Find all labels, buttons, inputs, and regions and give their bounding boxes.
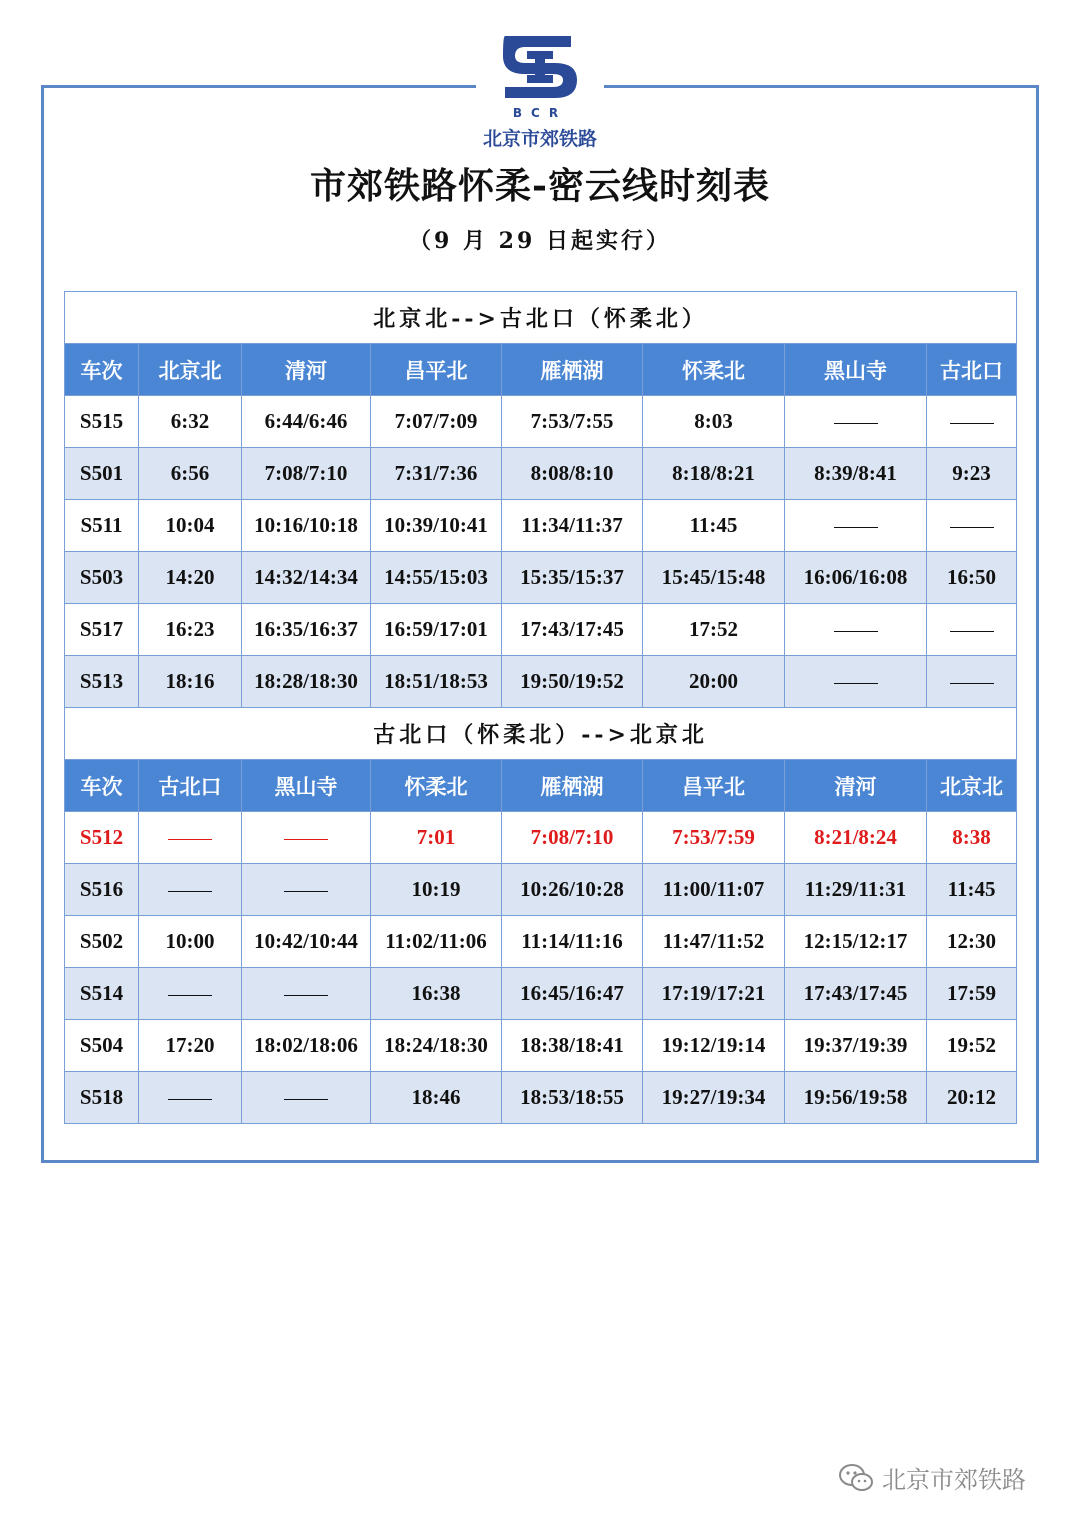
time-cell: 7:53/7:59 bbox=[643, 812, 785, 864]
table-row bbox=[65, 448, 1017, 500]
time-cell: 19:56/19:58 bbox=[785, 1072, 927, 1124]
time-cell: 7:08/7:10 bbox=[242, 448, 371, 500]
no-stop-cell bbox=[242, 968, 371, 1020]
column-header: 雁栖湖 bbox=[502, 760, 643, 812]
table-row bbox=[65, 864, 1017, 916]
time-cell: 11:02/11:06 bbox=[371, 916, 502, 968]
time-cell: 18:53/18:55 bbox=[502, 1072, 643, 1124]
time-cell: 11:47/11:52 bbox=[643, 916, 785, 968]
no-stop-cell bbox=[927, 396, 1017, 448]
no-stop-dash bbox=[950, 423, 994, 424]
no-stop-dash bbox=[834, 683, 878, 684]
inbound-section-heading: 古北口（怀柔北）-->北京北 bbox=[65, 708, 1017, 760]
time-cell: 16:45/16:47 bbox=[502, 968, 643, 1020]
time-cell: 15:35/15:37 bbox=[502, 552, 643, 604]
train-number: S503 bbox=[65, 552, 139, 604]
time-cell: 10:04 bbox=[139, 500, 242, 552]
column-header: 古北口 bbox=[927, 344, 1017, 396]
time-cell: 17:43/17:45 bbox=[502, 604, 643, 656]
no-stop-cell bbox=[785, 656, 927, 708]
time-cell: 19:37/19:39 bbox=[785, 1020, 927, 1072]
time-cell: 16:06/16:08 bbox=[785, 552, 927, 604]
inbound-column-header-row bbox=[65, 760, 1017, 812]
timetable bbox=[64, 291, 1017, 1124]
time-cell: 12:30 bbox=[927, 916, 1017, 968]
column-header: 车次 bbox=[65, 344, 139, 396]
time-cell: 19:12/19:14 bbox=[643, 1020, 785, 1072]
time-cell: 17:52 bbox=[643, 604, 785, 656]
logo-abbr: BCR bbox=[512, 106, 568, 120]
no-stop-cell bbox=[139, 812, 242, 864]
no-stop-dash bbox=[834, 631, 878, 632]
time-cell: 11:34/11:37 bbox=[502, 500, 643, 552]
column-header: 清河 bbox=[785, 760, 927, 812]
no-stop-dash bbox=[950, 631, 994, 632]
no-stop-cell bbox=[927, 604, 1017, 656]
table-row bbox=[65, 500, 1017, 552]
column-header: 黑山寺 bbox=[785, 344, 927, 396]
time-cell: 18:28/18:30 bbox=[242, 656, 371, 708]
time-cell: 16:23 bbox=[139, 604, 242, 656]
time-cell: 10:00 bbox=[139, 916, 242, 968]
train-number: S502 bbox=[65, 916, 139, 968]
table-row bbox=[65, 604, 1017, 656]
time-cell: 7:01 bbox=[371, 812, 502, 864]
no-stop-dash bbox=[168, 839, 212, 840]
time-cell: 17:59 bbox=[927, 968, 1017, 1020]
table-row bbox=[65, 1020, 1017, 1072]
time-cell: 12:15/12:17 bbox=[785, 916, 927, 968]
time-cell: 8:39/8:41 bbox=[785, 448, 927, 500]
train-number: S512 bbox=[65, 812, 139, 864]
time-cell: 16:50 bbox=[927, 552, 1017, 604]
no-stop-cell bbox=[927, 500, 1017, 552]
column-header: 昌平北 bbox=[371, 344, 502, 396]
effective-date: （9 月 29 日起实行） bbox=[409, 228, 671, 254]
time-cell: 14:55/15:03 bbox=[371, 552, 502, 604]
no-stop-cell bbox=[139, 968, 242, 1020]
column-header: 北京北 bbox=[927, 760, 1017, 812]
train-number: S504 bbox=[65, 1020, 139, 1072]
time-cell: 18:02/18:06 bbox=[242, 1020, 371, 1072]
watermark-text: 北京市郊铁路 bbox=[882, 1466, 1026, 1494]
time-cell: 11:29/11:31 bbox=[785, 864, 927, 916]
no-stop-cell bbox=[785, 396, 927, 448]
time-cell: 14:20 bbox=[139, 552, 242, 604]
train-number: S511 bbox=[65, 500, 139, 552]
column-header: 清河 bbox=[242, 344, 371, 396]
time-cell: 17:19/17:21 bbox=[643, 968, 785, 1020]
no-stop-dash bbox=[284, 839, 328, 840]
time-cell: 16:38 bbox=[371, 968, 502, 1020]
no-stop-dash bbox=[950, 683, 994, 684]
no-stop-cell bbox=[139, 864, 242, 916]
time-cell: 10:19 bbox=[371, 864, 502, 916]
time-cell: 11:45 bbox=[643, 500, 785, 552]
column-header: 昌平北 bbox=[643, 760, 785, 812]
column-header: 北京北 bbox=[139, 344, 242, 396]
no-stop-cell bbox=[139, 1072, 242, 1124]
time-cell: 18:24/18:30 bbox=[371, 1020, 502, 1072]
time-cell: 14:32/14:34 bbox=[242, 552, 371, 604]
train-number: S517 bbox=[65, 604, 139, 656]
table-row bbox=[65, 656, 1017, 708]
time-cell: 16:35/16:37 bbox=[242, 604, 371, 656]
time-cell: 9:23 bbox=[927, 448, 1017, 500]
outbound-column-header-row bbox=[65, 344, 1017, 396]
no-stop-cell bbox=[785, 604, 927, 656]
table-row bbox=[65, 396, 1017, 448]
column-header: 怀柔北 bbox=[371, 760, 502, 812]
time-cell: 18:51/18:53 bbox=[371, 656, 502, 708]
no-stop-cell bbox=[785, 500, 927, 552]
no-stop-cell bbox=[927, 656, 1017, 708]
table-row bbox=[65, 812, 1017, 864]
bcr-logo-icon bbox=[495, 32, 585, 110]
no-stop-dash bbox=[284, 1099, 328, 1100]
train-number: S518 bbox=[65, 1072, 139, 1124]
no-stop-dash bbox=[834, 527, 878, 528]
train-number: S516 bbox=[65, 864, 139, 916]
time-cell: 11:14/11:16 bbox=[502, 916, 643, 968]
time-cell: 18:46 bbox=[371, 1072, 502, 1124]
outbound-section-heading: 北京北-->古北口（怀柔北） bbox=[65, 292, 1017, 344]
time-cell: 8:21/8:24 bbox=[785, 812, 927, 864]
no-stop-cell bbox=[242, 812, 371, 864]
time-cell: 11:00/11:07 bbox=[643, 864, 785, 916]
time-cell: 6:44/6:46 bbox=[242, 396, 371, 448]
train-number: S515 bbox=[65, 396, 139, 448]
no-stop-cell bbox=[242, 1072, 371, 1124]
time-cell: 19:27/19:34 bbox=[643, 1072, 785, 1124]
logo-name: 北京市郊铁路 bbox=[482, 128, 597, 150]
page-title: 市郊铁路怀柔-密云线时刻表 bbox=[310, 165, 770, 207]
no-stop-dash bbox=[284, 891, 328, 892]
no-stop-dash bbox=[284, 995, 328, 996]
time-cell: 6:32 bbox=[139, 396, 242, 448]
time-cell: 7:07/7:09 bbox=[371, 396, 502, 448]
no-stop-dash bbox=[950, 527, 994, 528]
time-cell: 18:38/18:41 bbox=[502, 1020, 643, 1072]
time-cell: 10:42/10:44 bbox=[242, 916, 371, 968]
time-cell: 10:26/10:28 bbox=[502, 864, 643, 916]
train-number: S514 bbox=[65, 968, 139, 1020]
time-cell: 8:18/8:21 bbox=[643, 448, 785, 500]
train-number: S501 bbox=[65, 448, 139, 500]
table-row bbox=[65, 1072, 1017, 1124]
column-header: 车次 bbox=[65, 760, 139, 812]
column-header: 黑山寺 bbox=[242, 760, 371, 812]
time-cell: 20:12 bbox=[927, 1072, 1017, 1124]
train-number: S513 bbox=[65, 656, 139, 708]
no-stop-cell bbox=[242, 864, 371, 916]
time-cell: 7:53/7:55 bbox=[502, 396, 643, 448]
time-cell: 8:38 bbox=[927, 812, 1017, 864]
time-cell: 7:31/7:36 bbox=[371, 448, 502, 500]
table-row bbox=[65, 916, 1017, 968]
time-cell: 6:56 bbox=[139, 448, 242, 500]
time-cell: 8:08/8:10 bbox=[502, 448, 643, 500]
time-cell: 19:50/19:52 bbox=[502, 656, 643, 708]
time-cell: 19:52 bbox=[927, 1020, 1017, 1072]
time-cell: 18:16 bbox=[139, 656, 242, 708]
time-cell: 7:08/7:10 bbox=[502, 812, 643, 864]
time-cell: 17:43/17:45 bbox=[785, 968, 927, 1020]
time-cell: 16:59/17:01 bbox=[371, 604, 502, 656]
column-header: 古北口 bbox=[139, 760, 242, 812]
time-cell: 11:45 bbox=[927, 864, 1017, 916]
watermark bbox=[838, 1460, 1026, 1495]
table-row bbox=[65, 552, 1017, 604]
no-stop-dash bbox=[168, 995, 212, 996]
no-stop-dash bbox=[834, 423, 878, 424]
time-cell: 8:03 bbox=[643, 396, 785, 448]
wechat-icon bbox=[838, 1463, 874, 1493]
time-cell: 17:20 bbox=[139, 1020, 242, 1072]
time-cell: 10:16/10:18 bbox=[242, 500, 371, 552]
time-cell: 20:00 bbox=[643, 656, 785, 708]
time-cell: 15:45/15:48 bbox=[643, 552, 785, 604]
time-cell: 10:39/10:41 bbox=[371, 500, 502, 552]
column-header: 雁栖湖 bbox=[502, 344, 643, 396]
table-row bbox=[65, 968, 1017, 1020]
no-stop-dash bbox=[168, 1099, 212, 1100]
no-stop-dash bbox=[168, 891, 212, 892]
column-header: 怀柔北 bbox=[643, 344, 785, 396]
